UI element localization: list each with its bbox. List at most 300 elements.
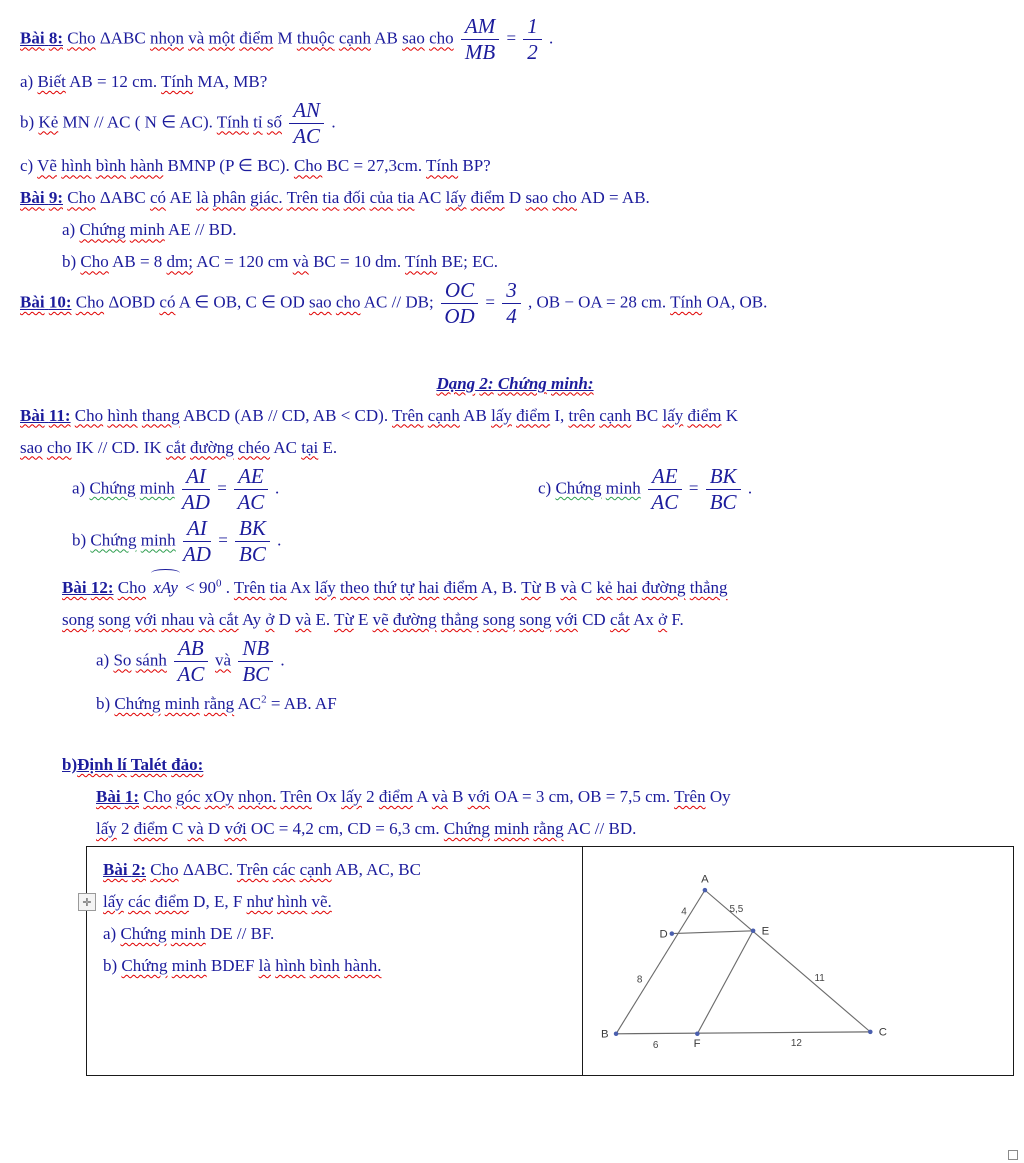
row-cell — [72, 465, 538, 514]
spellcheck-word: thẳng — [440, 609, 479, 629]
spellcheck-word: 9: — [48, 188, 63, 208]
figure-point-F — [695, 1032, 700, 1037]
spellcheck-word: Cho — [67, 188, 96, 208]
figure-point-D — [670, 931, 675, 936]
spellcheck-word: 12: — [90, 577, 114, 597]
spellcheck-word: thuộc — [296, 28, 335, 48]
spellcheck-word: 1: — [124, 787, 139, 807]
spellcheck-word: 2: — [479, 373, 494, 393]
text-run — [150, 29, 273, 48]
text-run: 2 — [116, 819, 134, 839]
text-run: A, B. — [477, 577, 522, 597]
spellcheck-word: điểm — [378, 787, 413, 807]
fraction-denominator: AD — [182, 541, 211, 566]
text-run: AB — [370, 28, 403, 48]
text-run — [297, 29, 371, 48]
text-run — [150, 860, 178, 879]
spellcheck-word: minh: — [551, 373, 594, 393]
spellcheck-word: minh — [164, 694, 200, 714]
spellcheck-word: Chứng — [120, 924, 167, 944]
spellcheck-word: giác. — [250, 188, 283, 208]
text-run — [20, 188, 63, 207]
spellcheck-word: minh — [494, 819, 530, 839]
spellcheck-word: rằng — [203, 694, 235, 714]
figure-measure: 12 — [790, 1038, 802, 1050]
text-run: . — [272, 530, 282, 550]
spellcheck-word: chéo — [237, 437, 271, 457]
fraction-denominator: AC — [237, 489, 265, 514]
text-run: = — [502, 28, 521, 48]
fraction-denominator: 4 — [506, 304, 517, 329]
figure-segment-BC — [616, 1032, 870, 1034]
figure-label-B: B — [600, 1028, 609, 1041]
spellcheck-word: điểm — [516, 405, 551, 425]
text-run: c) — [538, 478, 556, 498]
text-run — [234, 578, 287, 597]
text-run: AC = 120 cm — [192, 252, 293, 272]
text-run — [282, 113, 286, 132]
text-run — [121, 956, 206, 975]
text-run — [67, 188, 95, 207]
text-run: D — [274, 609, 296, 629]
spellcheck-word: 2: — [131, 860, 146, 880]
figure-label-A: A — [701, 873, 709, 886]
spellcheck-word: bình — [95, 156, 126, 176]
figure-cell[interactable] — [583, 847, 1013, 1075]
ex12-a — [96, 637, 1010, 686]
text-run — [309, 293, 360, 312]
text-run — [166, 438, 270, 457]
text-run: b) — [62, 252, 81, 272]
fraction — [238, 637, 273, 686]
text-run — [569, 406, 632, 425]
spellcheck-word: Dạng — [436, 373, 476, 393]
fraction-numerator: AE — [234, 465, 268, 490]
spellcheck-word: với — [467, 787, 490, 807]
text-run — [555, 478, 640, 497]
spellcheck-word: minh — [139, 478, 175, 498]
spellcheck-word: lấy — [315, 577, 336, 597]
text-run: E — [353, 609, 373, 629]
text-run: Ax — [629, 609, 659, 629]
text-run: = — [481, 292, 500, 312]
figure-label-D: D — [659, 928, 668, 941]
text-run: . — [270, 478, 280, 498]
text-run — [392, 406, 460, 425]
spellcheck-word: điểm — [239, 28, 274, 48]
spellcheck-word: là — [258, 956, 271, 976]
spellcheck-word: đối — [343, 188, 366, 208]
text-run: MN // AC ( N ∈ AC). — [58, 112, 217, 132]
text-run: E. — [318, 437, 338, 457]
spellcheck-word: Chứng — [89, 478, 136, 498]
text-run — [662, 406, 721, 425]
spellcheck-word: song — [98, 609, 131, 629]
text-run: C — [576, 577, 597, 597]
text-run — [294, 156, 322, 175]
text-run: ABCD (AB // CD, AB < CD). — [179, 405, 393, 425]
text-run: AB — [459, 405, 492, 425]
fraction — [235, 517, 270, 566]
text-run — [76, 293, 104, 312]
spellcheck-word: với — [224, 819, 247, 839]
rev1-line1 — [96, 782, 1010, 811]
spellcheck-word: Cho — [67, 28, 96, 48]
spellcheck-word: thang — [141, 405, 180, 425]
spellcheck-word: trên — [568, 405, 595, 425]
spellcheck-word: một — [208, 28, 235, 48]
fraction — [648, 465, 682, 514]
spellcheck-word: minh — [129, 220, 165, 240]
text-run: AE // BD. — [164, 220, 237, 240]
spellcheck-word: hai — [616, 577, 638, 597]
text-run: AD = AB. — [576, 188, 650, 208]
text-run — [188, 819, 204, 838]
ex10-title — [20, 279, 1010, 328]
move-cross-glyph: ✛ — [82, 895, 92, 909]
figure-label-C: C — [878, 1026, 887, 1039]
fraction-numerator: AE — [648, 465, 682, 490]
text-run — [670, 293, 702, 312]
spellcheck-word: và — [215, 650, 232, 670]
text-run — [150, 188, 166, 207]
spellcheck-word: là — [196, 188, 209, 208]
spellcheck-word: cắt — [165, 437, 186, 457]
spellcheck-word: Chứng — [79, 220, 126, 240]
spellcheck-word: Kẻ — [38, 112, 59, 132]
fraction-denominator: AC — [177, 662, 205, 687]
text-run — [103, 892, 189, 911]
spellcheck-word: Cho — [150, 860, 179, 880]
fraction-numerator: AM — [461, 15, 499, 40]
figure-point-C — [868, 1030, 873, 1035]
spellcheck-word: lấy — [96, 819, 117, 839]
text-run — [521, 578, 541, 597]
text-run — [238, 787, 312, 806]
spellcheck-word: và — [292, 252, 309, 272]
spellcheck-word: Cho — [74, 405, 104, 425]
spellcheck-word: lấy — [445, 188, 467, 208]
spellcheck-word: cạnh — [427, 405, 460, 425]
spellcheck-word: sánh — [135, 650, 167, 670]
fraction-numerator: AI — [183, 517, 211, 542]
spellcheck-word: cho — [429, 28, 454, 48]
text-run: DE // BF. — [205, 924, 275, 944]
spellcheck-word: Trên — [236, 860, 269, 880]
spellcheck-word: phân — [212, 188, 246, 208]
spellcheck-word: cắt — [218, 609, 239, 629]
spellcheck-word: Vẽ — [37, 156, 57, 176]
spellcheck-word: Chứng — [497, 373, 547, 393]
section2-heading — [20, 369, 1010, 398]
text-run — [114, 694, 234, 713]
spellcheck-word: Trên — [674, 787, 706, 807]
text-run: F. — [667, 609, 684, 629]
text-run — [658, 610, 667, 629]
text-run — [20, 29, 63, 48]
figure-point-A — [703, 888, 708, 893]
figure-measure: 5,5 — [729, 903, 744, 915]
text-run: C — [167, 819, 188, 839]
text-run — [161, 72, 193, 91]
text-run: ΔABC — [95, 188, 150, 208]
spellcheck-word: cho — [552, 188, 577, 208]
spellcheck-word: lí — [117, 755, 127, 775]
text-run: a) — [72, 478, 90, 498]
text-run — [379, 787, 413, 806]
spellcheck-word: điểm — [154, 892, 189, 912]
spellcheck-word: điểm — [443, 577, 478, 597]
spellcheck-word: điểm — [687, 405, 722, 425]
spellcheck-word: đảo: — [171, 755, 204, 775]
text-run: . — [221, 577, 234, 597]
fraction — [523, 15, 542, 64]
fraction — [174, 637, 208, 686]
spellcheck-word: nhọn. — [238, 787, 277, 807]
ex8-c — [20, 151, 1010, 180]
text-run — [37, 72, 65, 91]
text-run — [113, 650, 166, 669]
spellcheck-word: minh — [171, 956, 207, 976]
text-run: . — [276, 650, 285, 670]
fraction-denominator: 2 — [527, 40, 538, 65]
spellcheck-word: dm; — [166, 252, 193, 272]
text-run — [62, 610, 239, 629]
text-run — [315, 578, 477, 597]
spellcheck-word: 10: — [48, 292, 72, 312]
text-run — [134, 819, 168, 838]
spacer — [20, 332, 1010, 366]
spellcheck-word: với — [555, 609, 578, 629]
spellcheck-word: và — [431, 787, 448, 807]
spellcheck-word: hành. — [344, 956, 382, 976]
ex9-a — [62, 215, 1010, 244]
text-run: BE; EC. — [437, 252, 499, 272]
text-run: = — [213, 530, 233, 550]
spellcheck-word: Cho — [293, 156, 323, 176]
spellcheck-word: Định — [77, 755, 114, 775]
text-run: , OB − OA = 28 cm. — [523, 292, 671, 312]
spellcheck-word: Chứng — [121, 956, 168, 976]
text-run — [596, 578, 727, 597]
text-run: c) — [20, 156, 38, 176]
spellcheck-word: hình — [275, 956, 306, 976]
spellcheck-word: ở — [658, 609, 668, 629]
fraction-numerator: 1 — [523, 15, 542, 40]
row-cell — [538, 465, 752, 514]
text-run: AB = 8 — [108, 252, 167, 272]
triangle-figure[interactable] — [583, 847, 1013, 1075]
text-run — [641, 478, 645, 497]
spellcheck-word: tia — [397, 188, 415, 208]
text-run: 2 — [361, 787, 379, 807]
spellcheck-word: song — [519, 609, 552, 629]
rev2-line2 — [103, 887, 574, 917]
fraction-denominator: AD — [181, 489, 210, 514]
fraction-numerator: AI — [182, 465, 210, 490]
move-handle-icon[interactable] — [78, 893, 96, 911]
figure-segment-AB — [616, 890, 705, 1034]
text-run — [446, 188, 505, 207]
spellcheck-word: và — [188, 28, 205, 48]
text-run — [143, 787, 200, 806]
ex11-title-line2 — [20, 433, 1010, 462]
spellcheck-word: tại — [301, 437, 319, 457]
text-run: BDEF — [206, 956, 259, 976]
figure-measure: 11 — [814, 972, 825, 984]
spellcheck-word: lấy — [103, 892, 124, 912]
spellcheck-word: cạnh — [338, 28, 371, 48]
spellcheck-word: nhọn — [149, 28, 184, 48]
text-run — [118, 578, 146, 597]
text-run: Ay — [238, 609, 266, 629]
text-run: ΔABC. — [178, 860, 237, 880]
spellcheck-word: cạnh — [599, 405, 632, 425]
talet-dao-heading — [62, 750, 1010, 779]
spellcheck-word: hình — [277, 892, 308, 912]
spellcheck-word: Tính — [216, 112, 249, 132]
figure-measure: 8 — [636, 974, 643, 986]
spellcheck-word: sao — [20, 437, 43, 457]
fraction — [441, 279, 478, 328]
text-run: . — [743, 478, 753, 498]
spellcheck-word: vẽ — [372, 609, 389, 629]
spellcheck-word: và — [295, 609, 312, 629]
text-run — [67, 29, 95, 48]
spellcheck-word: góc — [175, 787, 201, 807]
text-run — [217, 113, 282, 132]
rev2-b — [103, 951, 574, 981]
spellcheck-word: cho — [46, 437, 72, 457]
spellcheck-word: Talét — [130, 755, 167, 775]
text-run — [231, 650, 235, 669]
text-run: E. — [311, 609, 335, 629]
spellcheck-word: So — [113, 650, 132, 670]
text-run: = AB. AF — [266, 694, 337, 714]
ex8-title — [20, 15, 1010, 64]
spellcheck-word: lấy — [491, 405, 512, 425]
text-run — [610, 610, 630, 629]
ex8-a — [20, 67, 1010, 96]
ex11-title-line1 — [20, 401, 1010, 430]
document-body — [20, 15, 1010, 843]
text-run: BMNP (P ∈ BC). — [163, 156, 294, 176]
spellcheck-word: Cho — [75, 292, 105, 312]
superscript: 0 — [215, 577, 222, 590]
text-run: D, E, F — [188, 892, 247, 912]
fraction-numerator: 3 — [502, 279, 521, 304]
text-run: Oy — [705, 787, 731, 807]
text-run — [295, 610, 311, 629]
figure-segment-DE — [672, 931, 753, 934]
spellcheck-word: hai — [418, 577, 440, 597]
text-run — [436, 374, 593, 393]
spellcheck-word: vẽ. — [311, 892, 332, 912]
spellcheck-word: sao — [402, 28, 425, 48]
spellcheck-word: kẻ — [596, 577, 613, 597]
text-run: AC — [414, 188, 446, 208]
fraction-denominator: AC — [651, 489, 679, 514]
fraction-denominator: BC — [242, 662, 270, 687]
text-run: a) — [96, 650, 114, 670]
spellcheck-word: Tính — [405, 252, 438, 272]
text-run — [373, 610, 578, 629]
spellcheck-word: bình — [309, 956, 340, 976]
text-run — [224, 819, 246, 838]
spellcheck-word: minh — [140, 530, 176, 550]
text-run: b) — [72, 530, 91, 550]
spellcheck-word: Cho — [143, 787, 172, 807]
spellcheck-word: lấy — [341, 787, 362, 807]
ex8-b — [20, 99, 1010, 148]
rev2-line1 — [103, 855, 574, 885]
text-run — [301, 438, 318, 457]
text-run — [454, 29, 458, 48]
spellcheck-word: lấy — [662, 405, 684, 425]
superscript: 2 — [261, 693, 267, 706]
text-run — [237, 860, 332, 879]
spellcheck-word: cạnh — [299, 860, 332, 880]
text-run: BC = 27,3cm. — [322, 156, 427, 176]
spellcheck-word: Bài — [20, 405, 45, 425]
text-run — [176, 530, 180, 549]
spellcheck-word: Trên — [280, 787, 312, 807]
fraction-numerator: BK — [706, 465, 741, 490]
spellcheck-word: Bài — [20, 28, 45, 48]
spellcheck-word: Cho — [80, 252, 109, 272]
fraction-denominator: AC — [293, 124, 321, 149]
text-run — [491, 406, 550, 425]
text-run — [20, 438, 71, 457]
fraction — [461, 15, 499, 64]
fraction-denominator: MB — [464, 40, 496, 65]
angle-arc-notation: xAy — [150, 569, 181, 602]
text-run: ΔOBD — [104, 292, 160, 312]
text-run — [80, 252, 108, 271]
text-run: K — [721, 405, 739, 425]
spellcheck-word: Bài — [96, 787, 121, 807]
text-run — [75, 406, 180, 425]
ex9-b — [62, 247, 1010, 276]
text-run — [247, 892, 332, 911]
exercise2-box — [86, 846, 1014, 1076]
spellcheck-word: điểm — [133, 819, 168, 839]
spellcheck-word: Biết — [37, 72, 66, 92]
spellcheck-word: tia — [322, 188, 340, 208]
spellcheck-word: xOy — [204, 787, 234, 807]
text-run — [167, 650, 171, 669]
spellcheck-word: tự — [400, 577, 415, 597]
text-run — [468, 787, 490, 806]
fraction-numerator: AN — [289, 99, 324, 124]
spellcheck-word: có — [149, 188, 167, 208]
text-run — [293, 252, 309, 271]
spellcheck-word: Chứng — [114, 694, 161, 714]
text-run: MA, MB? — [193, 72, 268, 92]
text-run — [674, 787, 706, 806]
text-run: AC // DB; — [360, 292, 438, 312]
fraction-numerator: BK — [235, 517, 270, 542]
text-run: = — [212, 478, 232, 498]
spellcheck-word: minh — [170, 924, 206, 944]
spellcheck-word: Tính — [161, 72, 194, 92]
fraction — [289, 99, 324, 148]
text-run: a) — [62, 220, 80, 240]
text-run: BP? — [458, 156, 491, 176]
text-run: a) — [20, 72, 38, 92]
resize-handle[interactable] — [1008, 1150, 1018, 1160]
text-run: AE — [166, 188, 197, 208]
